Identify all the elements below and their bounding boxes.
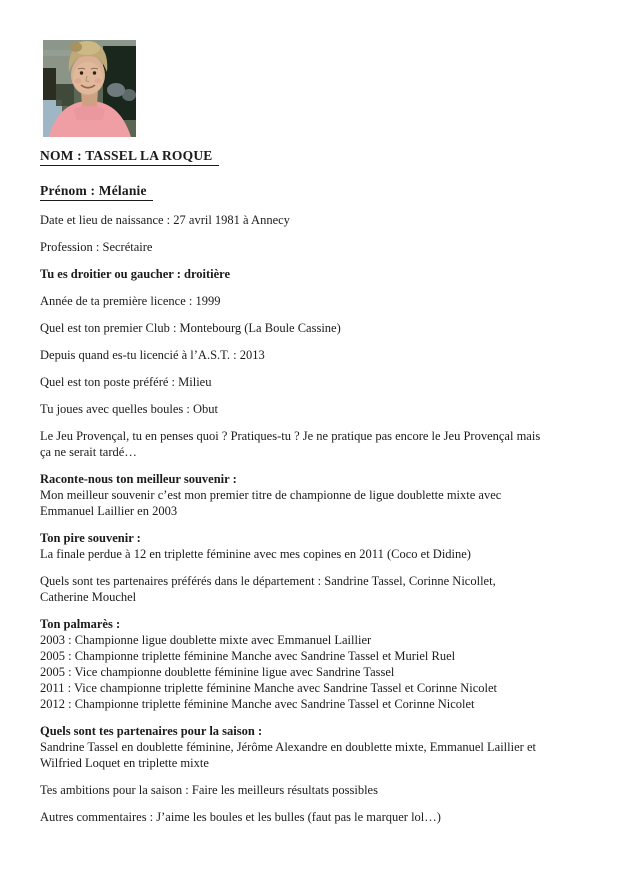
document-line: Emmanuel Laillier en 2003 — [40, 504, 178, 518]
document-line: Le Jeu Provençal, tu en penses quoi ? Pratiques-tu ? Je ne pratique pas encore le Jeu Provençal mais — [40, 429, 541, 443]
document-line: Quels sont tes partenaires préférés dans le département : Sandrine Tassel, Corinne Nicollet, — [40, 574, 496, 588]
document-line: 2005 : Championne triplette féminine Manche avec Sandrine Tassel et Muriel Ruel — [40, 649, 456, 663]
profile-photo — [43, 40, 136, 137]
document-line: Quel est ton poste préféré : Milieu — [40, 375, 212, 389]
name-heading-text: NOM : TASSEL LA ROQUE — [40, 148, 219, 166]
paragraph — [40, 266, 582, 282]
document-line: 2012 : Championne triplette féminine Manche avec Sandrine Tassel et Corinne Nicolet — [40, 697, 475, 711]
paragraph — [40, 471, 582, 519]
document-line: Année de ta première licence : 1999 — [40, 294, 221, 308]
paragraph — [40, 782, 582, 798]
paragraph — [40, 293, 582, 309]
paragraph — [40, 530, 582, 562]
document-line: ça ne serait tardé… — [40, 445, 137, 459]
document-line: Mon meilleur souvenir c’est mon premier titre de championne de ligue doublette mixte avec — [40, 488, 502, 502]
document-line: 2005 : Vice championne doublette féminine ligue avec Sandrine Tassel — [40, 665, 395, 679]
document-line: Ton pire souvenir : — [40, 531, 141, 545]
document-line: Catherine Mouchel — [40, 590, 137, 604]
document-content — [40, 40, 582, 825]
document-line: Date et lieu de naissance : 27 avril 1981 à Annecy — [40, 213, 290, 227]
document-line: Tu es droitier ou gaucher : droitière — [40, 267, 231, 281]
paragraph — [40, 616, 582, 712]
document-line: Raconte-nous ton meilleur souvenir : — [40, 472, 237, 486]
document-line: Quel est ton premier Club : Montebourg (La Boule Cassine) — [40, 321, 341, 335]
document-line: Depuis quand es-tu licencié à l’A.S.T. : 2013 — [40, 348, 265, 362]
document-line: Wilfried Loquet en triplette mixte — [40, 756, 209, 770]
paragraph — [40, 401, 582, 417]
paragraph — [40, 239, 582, 255]
paragraph — [40, 809, 582, 825]
firstname-heading-text: Prénom : Mélanie — [40, 183, 153, 201]
paragraph — [40, 212, 582, 228]
paragraph — [40, 723, 582, 771]
document-line: Autres commentaires : J’aime les boules et les bulles (faut pas le marquer lol…) — [40, 810, 441, 824]
name-heading — [40, 148, 582, 166]
document-line: Tes ambitions pour la saison : Faire les meilleurs résultats possibles — [40, 783, 378, 797]
firstname-heading — [40, 183, 582, 201]
document-line: Ton palmarès : — [40, 617, 121, 631]
document-line: La finale perdue à 12 en triplette féminine avec mes copines en 2011 (Coco et Didine) — [40, 547, 471, 561]
document-line: 2011 : Vice championne triplette féminine Manche avec Sandrine Tassel et Corinne Nicolet — [40, 681, 498, 695]
document-line: 2003 : Championne ligue doublette mixte avec Emmanuel Laillier — [40, 633, 372, 647]
document-line: Tu joues avec quelles boules : Obut — [40, 402, 218, 416]
document-line: Profession : Secrétaire — [40, 240, 153, 254]
paragraph — [40, 320, 582, 336]
paragraph — [40, 573, 582, 605]
paragraph — [40, 347, 582, 363]
document-line: Quels sont tes partenaires pour la saison : — [40, 724, 263, 738]
document-line: Sandrine Tassel en doublette féminine, Jérôme Alexandre en doublette mixte, Emmanuel Laillier et — [40, 740, 536, 754]
paragraph — [40, 374, 582, 390]
paragraph — [40, 428, 582, 460]
qa-paragraphs — [40, 212, 582, 825]
